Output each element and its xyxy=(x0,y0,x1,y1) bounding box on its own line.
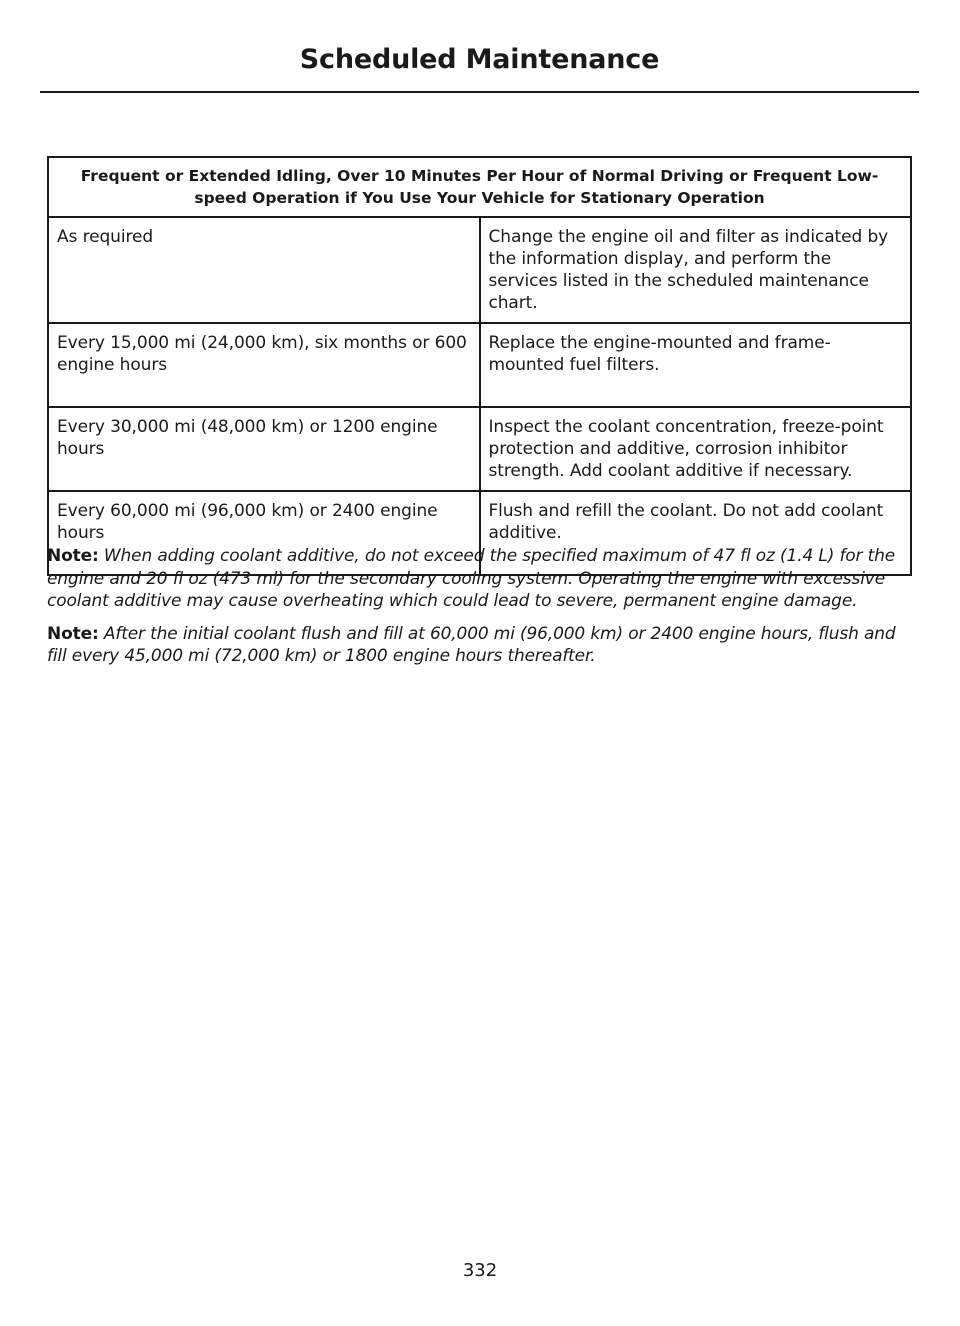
table-header-row xyxy=(48,157,911,217)
interval-cell: Every 15,000 mi (24,000 km), six months or 600 engine hours xyxy=(48,323,480,407)
note-label: Note: xyxy=(47,546,99,566)
header-divider xyxy=(40,91,919,93)
action-cell: Change the engine oil and filter as indicated by the information display, and perform the services listed in the scheduled maintenance chart. xyxy=(480,217,912,323)
note-flush-interval xyxy=(47,623,915,668)
table-heading: Frequent or Extended Idling, Over 10 Minutes Per Hour of Normal Driving or Frequent Low-speed Operation if You Use Your Vehicle for Stationary Operation xyxy=(48,157,911,217)
action-cell: Inspect the coolant concentration, freeze-point protection and additive, corrosion inhibitor strength. Add coolant additive if necessary. xyxy=(480,407,912,491)
page-title: Scheduled Maintenance xyxy=(299,44,660,75)
note-text: After the initial coolant flush and fill at 60,000 mi (96,000 km) or 2400 engine hours, flush and fill every 45,000 mi (72,000 km) or 1800 engine hours thereafter. xyxy=(47,623,896,667)
interval-cell: Every 30,000 mi (48,000 km) or 1200 engine hours xyxy=(48,407,480,491)
table-row xyxy=(48,323,911,407)
interval-cell: Every 60,000 mi (96,000 km) or 2400 engine hours xyxy=(48,491,480,575)
interval-cell: As required xyxy=(48,217,480,323)
table-row xyxy=(48,407,911,491)
maintenance-table xyxy=(47,156,912,576)
action-cell: Flush and refill the coolant. Do not add coolant additive. xyxy=(480,491,912,575)
note-text: When adding coolant additive, do not exceed the specified maximum of 47 fl oz (1.4 L) for the engine and 20 fl oz (473 ml) for the secondary cooling system. Operating the engine with excessive coolant additive may cause overheating which could lead to severe, permanent engine damage. xyxy=(47,546,896,612)
note-label: Note: xyxy=(47,623,99,644)
page-number: 332 xyxy=(462,1260,498,1281)
table-row xyxy=(48,217,911,323)
action-cell: Replace the engine-mounted and frame-mounted fuel filters. xyxy=(480,323,912,407)
notes-section xyxy=(47,545,915,678)
note-coolant-limit xyxy=(47,545,915,613)
page-header xyxy=(40,40,919,80)
